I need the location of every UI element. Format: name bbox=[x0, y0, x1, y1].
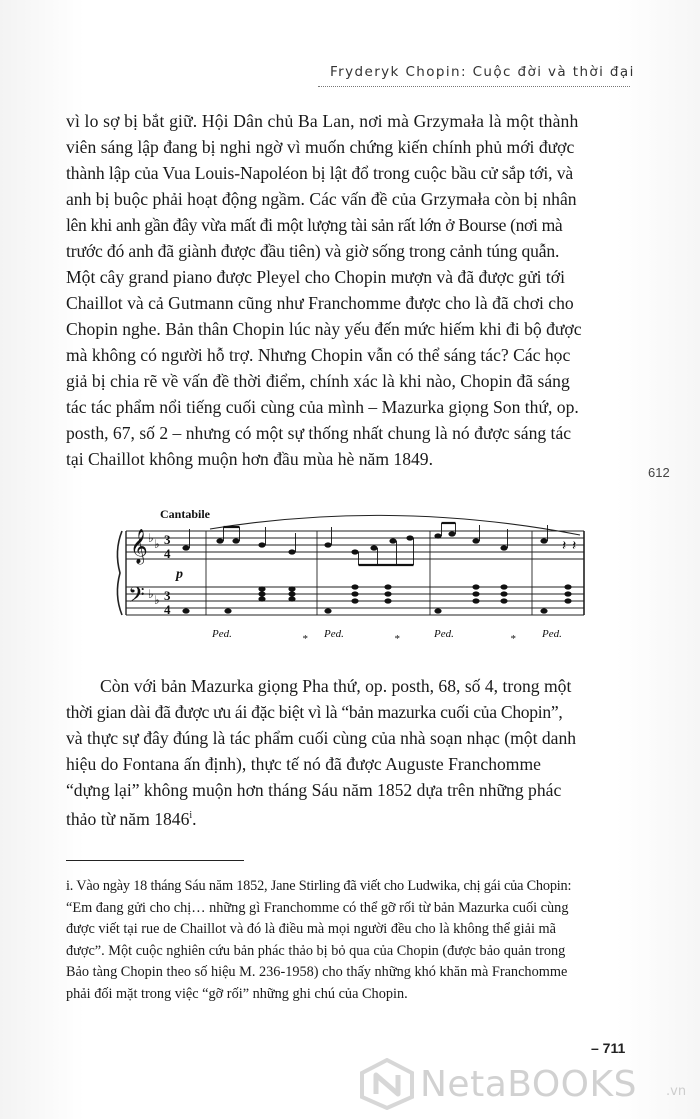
watermark-suffix: .vn bbox=[666, 1084, 687, 1099]
key-signature-flat-icon: ♭ bbox=[148, 587, 154, 601]
paragraph-1-line: Một cây grand piano được Pleyel cho Chopin mượn và đã được gửi tới bbox=[66, 267, 565, 287]
paragraph-2-line: và thực sự đây đúng là tác phẩm cuối cùng của nhà soạn nhạc (một danh bbox=[66, 728, 577, 748]
paragraph-1-line: Chaillot và cả Gutmann cũng như Franchomme được cho là đã chơi cho bbox=[66, 293, 574, 313]
note-head-icon bbox=[389, 538, 396, 543]
footnote-line: Bảo tàng Chopin theo số hiệu M. 236-1958) cho thấy những khó khăn mà Franchomme bbox=[66, 964, 568, 981]
paragraph-1-line: thành lập của Vua Louis-Napoléon bị lật đổ trong cuộc bầu cử sắp tới, và bbox=[66, 163, 574, 183]
footnote bbox=[66, 876, 631, 1006]
pedal-release-marking: * bbox=[302, 633, 308, 645]
note-head-icon bbox=[232, 538, 239, 543]
watermark bbox=[360, 1058, 690, 1110]
footnote-line: “Em đang gửi cho chị… những gì Franchomme có thể gỡ rối từ bản Mazurka cuối cùng bbox=[66, 899, 569, 916]
time-signature-top: 3 bbox=[164, 532, 171, 547]
paragraph-1-line: vì lo sợ bị bắt giữ. Hội Dân chủ Ba Lan, nơi mà Grzymała là một thành bbox=[66, 111, 579, 131]
note-head-icon bbox=[500, 545, 507, 550]
header-dotted-rule bbox=[318, 86, 630, 87]
key-signature-flat-icon: ♭ bbox=[154, 593, 160, 607]
paragraph-1-line: mà không có người hỗ trợ. Nhưng Chopin vẫn có thể sáng tác? Các học bbox=[66, 345, 571, 365]
note-head-icon bbox=[351, 549, 358, 554]
running-head: Fryderyk Chopin: Cuộc đời và thời đại bbox=[330, 64, 635, 80]
paragraph-1 bbox=[66, 108, 626, 472]
note-head-icon bbox=[182, 545, 189, 550]
paragraph-2-line: hiệu do Fontana ấn định), thực tế nó đã được Auguste Franchomme bbox=[66, 754, 541, 774]
note-head-icon bbox=[434, 533, 441, 538]
pedal-marking: Ped. bbox=[324, 628, 344, 640]
time-signature-bottom: 4 bbox=[164, 546, 171, 561]
bass-clef-icon: 𝄢 bbox=[128, 583, 145, 613]
paragraph-1-line: tại Chaillot không muộn hơn đầu mùa hè năm 1849. bbox=[66, 449, 433, 469]
note-head-icon bbox=[216, 538, 223, 543]
notes-group bbox=[182, 523, 576, 614]
paragraph-2-line: thảo từ năm 1846$^i$. bbox=[66, 808, 197, 829]
footnote-line: i. Vào ngày 18 tháng Sáu năm 1852, Jane Stirling đã viết cho Ludwika, chị gái của Chopin: bbox=[66, 878, 572, 894]
note-head-icon bbox=[324, 542, 331, 547]
footnote-rule bbox=[66, 860, 244, 861]
time-signature-top: 3 bbox=[164, 588, 171, 603]
note-head-icon bbox=[472, 538, 479, 543]
note-head-icon bbox=[448, 531, 455, 536]
watermark-text: NetaBOOKS bbox=[420, 1064, 637, 1105]
footnote-line: được viết tại rue de Chaillot và đó là điều mà mọi người đều cho là không thể giải mã bbox=[66, 921, 556, 938]
pedal-marking: Ped. bbox=[434, 628, 454, 640]
time-signature-bottom: 4 bbox=[164, 602, 171, 617]
paragraph-2-line: Còn với bản Mazurka giọng Pha thứ, op. posth, 68, số 4, trong một bbox=[100, 676, 572, 696]
paragraph-1-line: anh bị buộc phải hoạt động ngầm. Các vấn đề của Grzymała còn bị nhân bbox=[66, 189, 577, 209]
note-head-icon bbox=[406, 535, 413, 540]
paragraph-1-line: Chopin nghe. Bản thân Chopin lúc này yếu đến mức hiếm khi đi bộ được bbox=[66, 319, 582, 339]
footnote-line: được”. Một cuộc nghiên cứu bản phác thảo bị bỏ qua của Chopin (được bảo quản trong bbox=[66, 942, 566, 959]
paragraph-1-line: giả bị chia rẽ về vấn đề thời điểm, chính xác là khi nào, Chopin đã sáng bbox=[66, 371, 570, 391]
pedal-marking: Ped. bbox=[542, 628, 562, 640]
footnote-reference[interactable]: i bbox=[189, 810, 193, 821]
rest-icon: 𝄽 bbox=[572, 538, 577, 554]
dynamic-marking: p bbox=[176, 567, 183, 582]
pedal-release-marking: * bbox=[394, 633, 400, 645]
paragraph-1-line: trước đó anh đã giành được đầu tiên) và giờ sống trong cảnh túng quẫn. bbox=[66, 241, 560, 261]
tempo-marking: Cantabile bbox=[160, 507, 211, 521]
pedal-marking: Ped. bbox=[212, 628, 232, 640]
note-head-icon bbox=[370, 545, 377, 550]
paragraph-1-line: tác tác phẩm nổi tiếng cuối cùng của mình – Mazurka giọng Son thứ, op. bbox=[66, 397, 579, 417]
note-head-icon bbox=[540, 538, 547, 543]
page-number: – 711 bbox=[591, 1040, 626, 1056]
treble-clef-icon: 𝄞 bbox=[130, 529, 148, 564]
paragraph-1-line: posth, 67, số 2 – nhưng có một sự thống nhất chung là nó được sáng tác bbox=[66, 423, 572, 443]
paragraph-1-line: viên sáng lập đang bị nghi ngờ vì muốn chứng kiến chính phủ mới được bbox=[66, 137, 575, 157]
note-head-icon bbox=[288, 549, 295, 554]
key-signature-flat-icon: ♭ bbox=[148, 531, 154, 545]
rest-icon: 𝄽 bbox=[562, 538, 567, 554]
pedal-release-marking: * bbox=[510, 633, 516, 645]
note-head-icon bbox=[258, 542, 265, 547]
margin-reference-number: 612 bbox=[648, 465, 670, 480]
paragraph-2 bbox=[66, 673, 626, 832]
paragraph-1-line: lên khi anh gần đây vừa mất đi một lượng tài sản rất lớn ở Bourse (nơi mà bbox=[66, 215, 563, 235]
music-score bbox=[112, 505, 587, 650]
paragraph-2-line: thời gian dài đã được ưu ái đặc biệt vì là “bản mazurka cuối của Chopin”, bbox=[66, 702, 563, 722]
key-signature-flat-icon: ♭ bbox=[154, 537, 160, 551]
paragraph-2-line: “dựng lại” không muộn hơn tháng Sáu năm 1852 dựa trên những phác bbox=[66, 780, 562, 800]
footnote-line: phải đối mặt trong việc “gỡ rối” những ghi chú của Chopin. bbox=[66, 985, 408, 1002]
netabooks-logo-icon bbox=[360, 1058, 414, 1110]
paragraph-2-last-text: thảo từ năm 1846 bbox=[66, 808, 190, 829]
